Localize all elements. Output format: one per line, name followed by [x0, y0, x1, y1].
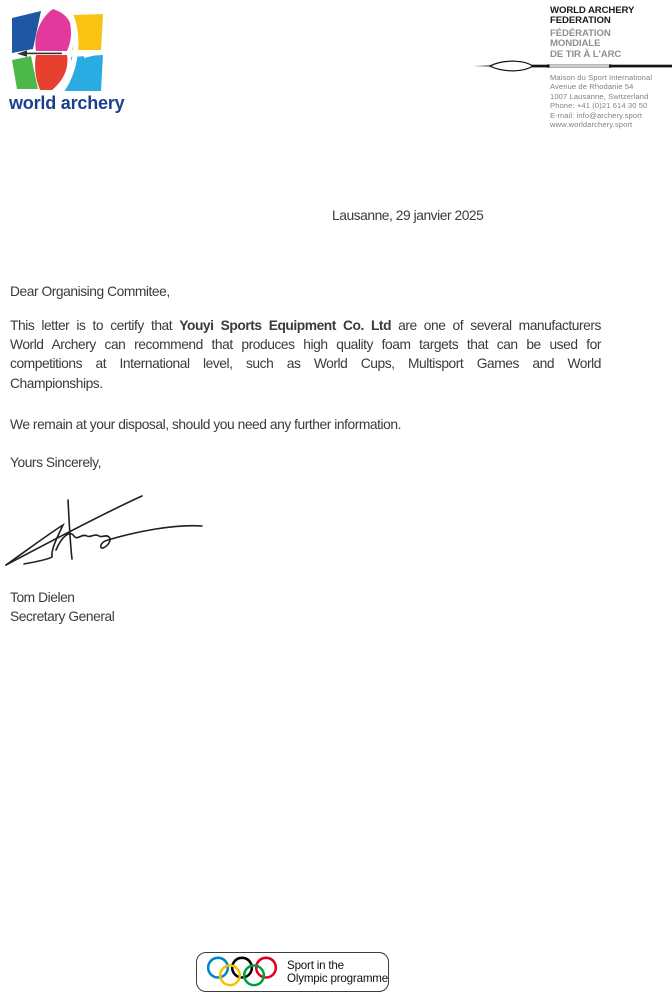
closing-line: We remain at your disposal, should you need any further information.: [10, 417, 401, 432]
address-line: E-mail: info@archery.sport: [550, 110, 643, 120]
address-block: [550, 73, 652, 129]
arrow-icon: [473, 59, 672, 73]
body-line: competitions at International level, such as World Cups, Multisport Games and World: [10, 356, 601, 372]
signer-name: Tom Dielen: [10, 590, 75, 605]
signature: [2, 486, 217, 571]
body-paragraph: [10, 316, 601, 393]
body-line: Championships.: [10, 375, 103, 391]
dateline: Lausanne, 29 janvier 2025: [332, 208, 484, 223]
salutation: Dear Organising Commitee,: [10, 284, 170, 299]
address-line: www.worldarchery.sport: [550, 120, 633, 130]
federation-name-fr: FÉDÉRATION: [550, 27, 611, 39]
badge-line: Olympic programme: [287, 972, 388, 985]
body-text: are one of several manufacturers: [391, 318, 601, 333]
badge-text: [287, 959, 388, 986]
body-line: World Archery can recommend that produces high quality foam targets that can be used for: [10, 337, 601, 353]
company-name: Youyi Sports Equipment Co. Ltd: [179, 318, 392, 333]
logo-wordmark: world archery: [9, 93, 125, 113]
address-line: Avenue de Rhodanie 54: [550, 82, 634, 92]
address-line: Maison du Sport International: [550, 73, 653, 82]
address-line: Phone: +41 (0)21 614 30 50: [550, 101, 648, 111]
federation-name-en: FEDERATION: [550, 15, 611, 27]
body-text: This letter is to certify that: [10, 318, 180, 333]
federation-name-fr: DE TIR À L'ARC: [550, 48, 622, 60]
badge-line: Sport in the: [287, 958, 344, 972]
world-archery-logo-icon: [10, 8, 106, 94]
signer-title: Secretary General: [10, 609, 115, 624]
valediction: Yours Sincerely,: [10, 455, 101, 470]
olympic-rings-icon: [206, 955, 278, 989]
address-line: 1007 Lausanne, Switzerland: [550, 91, 649, 101]
federation-name-en: WORLD ARCHERY: [550, 5, 635, 16]
body-line: [10, 316, 601, 335]
federation-name-fr: MONDIALE: [550, 38, 601, 50]
olympic-badge: [196, 952, 389, 992]
federation-name-block: [550, 6, 634, 60]
